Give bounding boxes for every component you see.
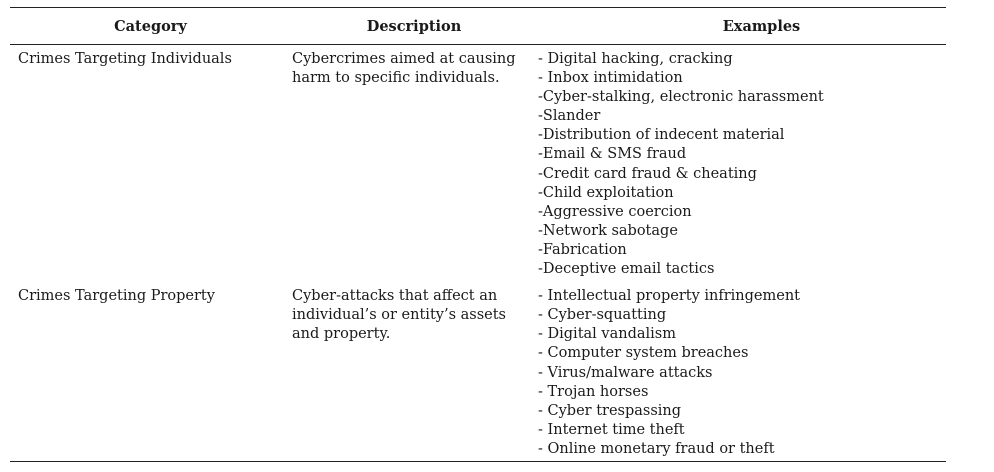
description-line: harm to specific individuals. [292, 70, 500, 87]
description-line: Cyber-attacks that affect an [292, 288, 498, 305]
row-category: Crimes Targeting Property [18, 288, 215, 305]
example-item: - Cyber trespassing [538, 402, 682, 419]
example-item: -Deceptive email tactics [538, 261, 715, 278]
example-item: - Digital vandalism [538, 326, 676, 343]
row-examples [538, 287, 946, 459]
example-item: - Online monetary fraud or theft [538, 440, 775, 457]
example-item: - Digital hacking, cracking [538, 51, 733, 67]
header-category: Category [114, 17, 187, 35]
table-row [10, 45, 946, 279]
row-examples [538, 50, 946, 279]
example-item: -Network sabotage [538, 222, 678, 239]
example-item: - Cyber-squatting [538, 307, 667, 324]
example-item: -Fabrication [538, 241, 627, 258]
row-description [292, 287, 538, 459]
bottom-rule [10, 461, 946, 462]
description-line: and property. [292, 326, 391, 343]
example-item: -Distribution of indecent material [538, 127, 785, 144]
row-category: Crimes Targeting Individuals [18, 51, 232, 67]
example-item: - Trojan horses [538, 383, 649, 400]
example-item: - Computer system breaches [538, 345, 749, 362]
header-description: Description [366, 17, 462, 35]
example-item: -Cyber-stalking, electronic harassment [538, 89, 824, 106]
header-examples: Examples [722, 17, 801, 35]
table-row [10, 279, 946, 459]
description-line: individual’s or entity’s assets [292, 307, 506, 324]
example-item: -Email & SMS fraud [538, 146, 687, 163]
table-header [10, 8, 946, 44]
example-item: - Internet time theft [538, 421, 685, 438]
example-item: -Child exploitation [538, 184, 674, 201]
cybercrime-table [10, 7, 946, 462]
example-item: - Inbox intimidation [538, 70, 683, 87]
example-item: -Credit card fraud & cheating [538, 165, 757, 182]
description-line: Cybercrimes aimed at causing [292, 51, 516, 67]
example-item: - Intellectual property infringement [538, 288, 800, 305]
example-item: -Slander [538, 108, 601, 125]
example-item: - Virus/malware attacks [538, 364, 713, 381]
example-item: -Aggressive coercion [538, 203, 692, 220]
row-description [292, 50, 538, 279]
